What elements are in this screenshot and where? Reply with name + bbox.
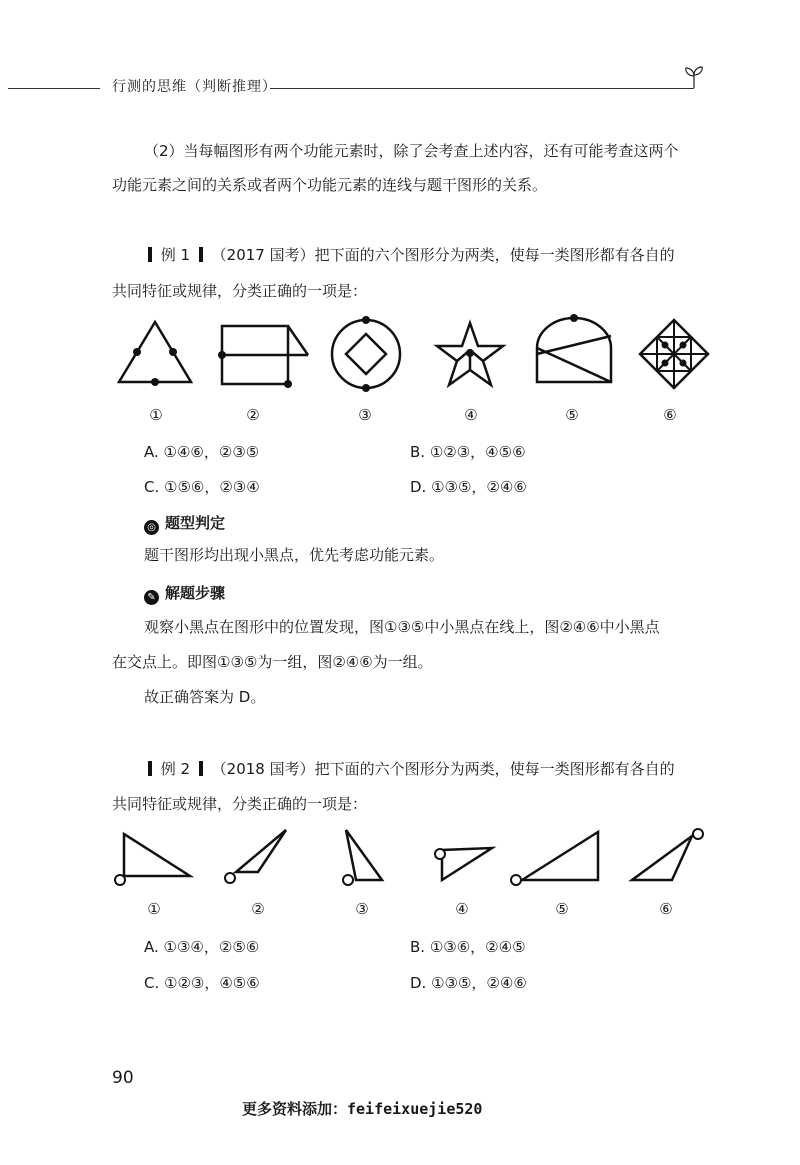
figure-dot	[680, 360, 687, 367]
footer-watermark: 更多资料添加：feifeixuejie520	[242, 1100, 483, 1118]
steps-heading	[144, 582, 225, 605]
ex1-option-c[interactable]: C. ①⑤⑥，②③④	[144, 478, 260, 496]
pencil-icon: ✎	[144, 590, 159, 605]
ex2-figure-label-4: ④	[455, 900, 469, 918]
ex1-figure-label-3: ③	[358, 406, 372, 424]
ex2-option-c[interactable]: C. ①②③，④⑤⑥	[144, 974, 260, 992]
figure-dot	[680, 342, 687, 349]
figure-circle	[115, 875, 125, 885]
example1-heading	[144, 238, 675, 272]
ex2-figure-3-triangle	[336, 826, 392, 888]
ex2-figure-label-2: ②	[251, 900, 265, 918]
ex1-figure-label-4: ④	[464, 406, 478, 424]
header-rule-right	[270, 88, 694, 89]
figure-dot	[362, 384, 370, 392]
ex2-figure-2-triangle	[218, 826, 290, 888]
label-bar-left	[148, 247, 152, 262]
ex1-figure-1-triangle	[115, 318, 195, 388]
figure-dot	[362, 316, 370, 324]
ex2-figure-5-triangle	[506, 826, 604, 888]
figure-dot	[570, 314, 578, 322]
example2-label: 例 2	[160, 760, 191, 778]
ex2-figure-1-triangle	[112, 830, 196, 888]
steps-heading-text: 解题步骤	[165, 584, 226, 602]
ex2-figure-6-triangle	[628, 826, 710, 888]
figure-circle	[343, 875, 353, 885]
figure-dot	[284, 380, 292, 388]
example2-question-line1: （2018 国考）把下面的六个图形分为两类，使每一类图形都有各自的	[211, 760, 675, 778]
example2-heading	[144, 752, 675, 786]
ex1-figure-label-2: ②	[246, 406, 260, 424]
label-bar-left	[148, 761, 152, 776]
page-number: 90	[112, 1068, 134, 1088]
header-title: 行测的思维（判断推理）	[112, 79, 277, 95]
example2-question-line2: 共同特征或规律，分类正确的一项是：	[112, 795, 368, 813]
type-heading-text: 题型判定	[165, 514, 226, 532]
ex1-figure-label-5: ⑤	[565, 406, 579, 424]
ex1-option-d[interactable]: D. ①③⑤，②④⑥	[410, 478, 527, 496]
figure-dot	[169, 348, 177, 356]
example1-label: 例 1	[160, 246, 191, 264]
type-text: 题干图形均出现小黑点，优先考虑功能元素。	[144, 546, 445, 564]
figure-circle	[435, 849, 445, 859]
ex2-option-a[interactable]: A. ①③④，②⑤⑥	[144, 938, 260, 956]
ex1-figure-label-1: ①	[149, 406, 163, 424]
ex2-figure-label-5: ⑤	[555, 900, 569, 918]
ex2-figure-4-triangle	[432, 838, 498, 884]
header-rule-left	[8, 88, 100, 89]
ex1-option-b[interactable]: B. ①②③，④⑤⑥	[410, 443, 526, 461]
figure-circle	[511, 875, 521, 885]
ex1-figure-label-6: ⑥	[663, 406, 677, 424]
ex2-option-d[interactable]: D. ①③⑤，②④⑥	[410, 974, 527, 992]
steps-line-1: 观察小黑点在图形中的位置发现，图①③⑤中小黑点在线上，图②④⑥中小黑点	[144, 618, 660, 636]
figure-dot	[218, 351, 226, 359]
example1-question-line1: （2017 国考）把下面的六个图形分为两类，使每一类图形都有各自的	[211, 246, 675, 264]
ex1-figure-2-square-triangle	[218, 322, 313, 388]
example1-question-line2: 共同特征或规律，分类正确的一项是：	[112, 282, 368, 300]
ex2-figure-label-3: ③	[355, 900, 369, 918]
figure-dot	[151, 378, 159, 386]
intro-line-1: （2）当每幅图形有两个功能元素时，除了会考查上述内容，还有可能考查这两个	[144, 142, 679, 160]
ex2-option-b[interactable]: B. ①③⑥，②④⑤	[410, 938, 526, 956]
figure-circle	[225, 873, 235, 883]
type-heading	[144, 512, 225, 535]
figure-dot	[466, 349, 474, 357]
intro-line-2: 功能元素之间的关系或者两个功能元素的连线与题干图形的关系。	[112, 176, 548, 194]
figure-dot	[133, 348, 141, 356]
ex2-figure-label-1: ①	[147, 900, 161, 918]
steps-line-2: 在交点上。即图①③⑤为一组，图②④⑥为一组。	[112, 653, 433, 671]
ex1-figure-5-semicircle	[533, 318, 615, 388]
answer-line: 故正确答案为 D。	[144, 688, 266, 706]
target-icon: ◎	[144, 520, 159, 535]
ex1-figure-6-diamond-grid	[638, 318, 710, 390]
sprout-icon	[682, 62, 706, 92]
figure-dot	[662, 360, 669, 367]
ex1-figure-3-circle-diamond	[326, 316, 406, 396]
figure-dot	[662, 342, 669, 349]
ex1-figure-4-star	[433, 320, 507, 388]
ex2-figure-label-6: ⑥	[659, 900, 673, 918]
ex1-option-a[interactable]: A. ①④⑥，②③⑤	[144, 443, 260, 461]
label-bar-right	[199, 761, 203, 776]
figure-circle	[693, 829, 703, 839]
label-bar-right	[199, 247, 203, 262]
